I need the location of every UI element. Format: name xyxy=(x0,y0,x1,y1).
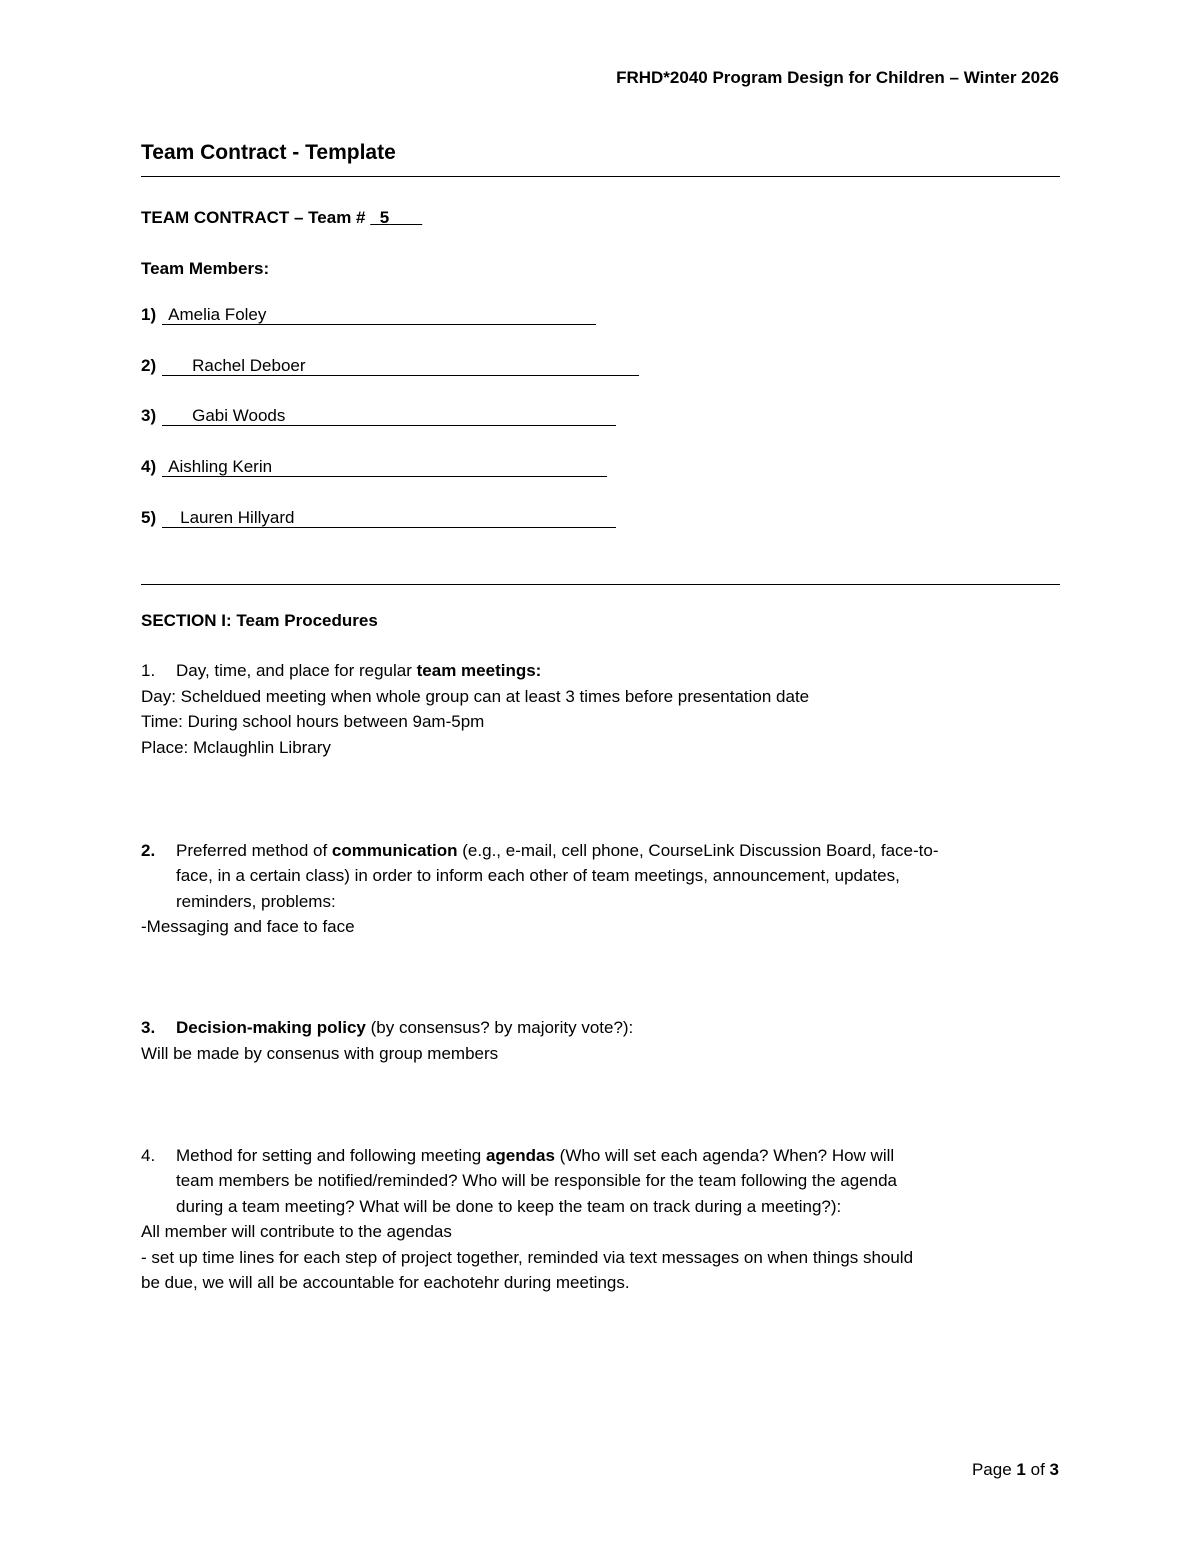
question-prompt-line: during a team meeting? What will be done to keep the team on track during a meeting?): xyxy=(176,1197,842,1216)
question-number: 4. xyxy=(141,1146,156,1165)
question-2 xyxy=(141,841,939,861)
member-row xyxy=(141,305,596,325)
member-row xyxy=(141,356,639,376)
answer-line: be due, we will all be accountable for eachotehr during meetings. xyxy=(141,1273,630,1292)
question-3 xyxy=(141,1018,633,1038)
question-4 xyxy=(141,1146,894,1166)
member-name: Rachel Deboer xyxy=(192,356,306,375)
page-of-label: of xyxy=(1030,1460,1045,1479)
question-prompt-line: face, in a certain class) in order to inform each other of team meetings, announcement, updates, xyxy=(176,866,900,885)
question-number: 1. xyxy=(141,661,156,680)
question-prompt: Method for setting and following meeting xyxy=(176,1146,486,1165)
answer-line: All member will contribute to the agendas xyxy=(141,1222,452,1241)
question-prompt: Day, time, and place for regular xyxy=(176,661,417,680)
answer-line: Day: Scheldued meeting when whole group can at least 3 times before presentation date xyxy=(141,687,810,706)
member-name-field xyxy=(162,306,596,325)
question-prompt: Preferred method of xyxy=(176,841,332,860)
question-prompt: (by consensus? by majority vote?): xyxy=(365,1018,634,1037)
question-1 xyxy=(141,661,541,681)
answer-line: - set up time lines for each step of project together, reminded via text messages on when things should xyxy=(141,1248,914,1267)
team-contract-line xyxy=(141,208,422,228)
member-name: Aishling Kerin xyxy=(168,457,273,476)
team-number: 5 xyxy=(379,208,390,227)
question-prompt-line: team members be notified/reminded? Who will be responsible for the team following the agenda xyxy=(176,1171,898,1190)
section-heading: SECTION I: Team Procedures xyxy=(141,611,378,630)
member-number: 4) xyxy=(141,457,157,476)
question-prompt-cont: (Who will set each agenda? When? How will xyxy=(554,1146,895,1165)
section-divider xyxy=(141,584,1060,585)
member-number: 1) xyxy=(141,305,157,324)
question-prompt-cont: (e.g., e-mail, cell phone, CourseLink Discussion Board, face-to- xyxy=(457,841,939,860)
member-row xyxy=(141,508,616,528)
team-members-label: Team Members: xyxy=(141,259,270,278)
member-number: 5) xyxy=(141,508,157,527)
member-row xyxy=(141,406,616,426)
course-header: FRHD*2040 Program Design for Children – Winter 2026 xyxy=(616,68,1059,87)
page-number xyxy=(972,1460,1059,1480)
member-name-field xyxy=(162,407,616,426)
answer-line: Place: Mclaughlin Library xyxy=(141,738,331,757)
question-keyword: team meetings: xyxy=(416,661,542,680)
member-name-field xyxy=(162,509,616,528)
page-total: 3 xyxy=(1049,1460,1059,1479)
answer-line: Will be made by consenus with group members xyxy=(141,1044,499,1063)
question-number: 2. xyxy=(141,841,156,860)
member-number: 2) xyxy=(141,356,157,375)
member-name: Lauren Hillyard xyxy=(180,508,295,527)
question-keyword: agendas xyxy=(485,1146,555,1165)
question-prompt-line: reminders, problems: xyxy=(176,892,336,911)
answer-line: Time: During school hours between 9am-5pm xyxy=(141,712,485,731)
member-name-field xyxy=(162,357,639,376)
answer-line: -Messaging and face to face xyxy=(141,917,355,936)
member-name: Amelia Foley xyxy=(168,305,267,324)
question-number: 3. xyxy=(141,1018,156,1037)
member-row xyxy=(141,457,607,477)
member-name-field xyxy=(162,458,607,477)
question-keyword: Decision-making policy xyxy=(176,1018,366,1037)
member-name: Gabi Woods xyxy=(192,406,286,425)
team-contract-label: TEAM CONTRACT – Team # xyxy=(141,208,366,227)
question-keyword: communication xyxy=(331,841,458,860)
team-number-field xyxy=(370,208,422,227)
document-title: Team Contract - Template xyxy=(141,141,396,164)
page-current: 1 xyxy=(1016,1460,1026,1479)
page-label: Page xyxy=(971,1460,1012,1479)
member-number: 3) xyxy=(141,406,157,425)
title-divider xyxy=(141,176,1060,177)
